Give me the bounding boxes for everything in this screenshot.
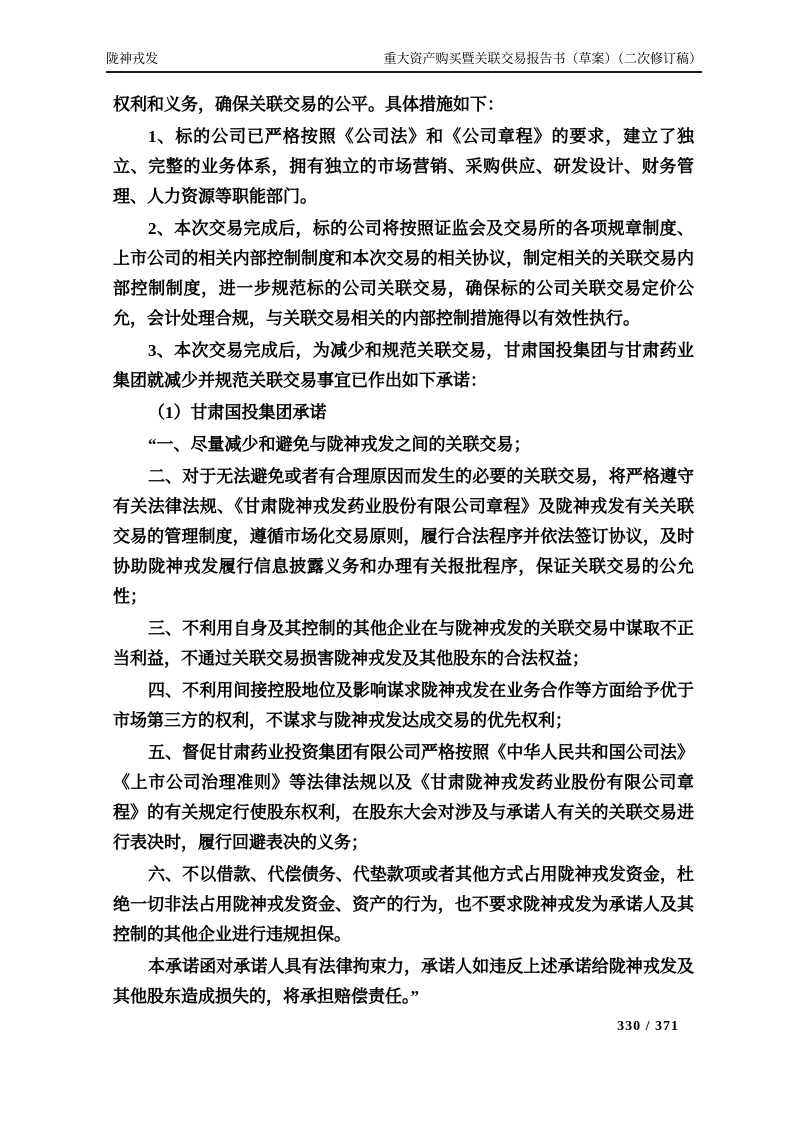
paragraph-commitment-1: “一、尽量减少和避免与陇神戎发之间的关联交易； (148, 435, 531, 454)
paragraph-commitment-5: 五、督促甘肃药业投资集团有限公司严格按照《中华人民共和国公司法》《上市公司治理准则》等法律法规以及《甘肃陇神戎发药业股份有限公司章程》的有关规定行使股东权利，在股东大会对涉及与承诺人有关的关联交易进行表决时，履行回避表决的义务； (113, 743, 694, 852)
header-report-title: 重大资产购买暨关联交易报告书（草案）（二次修订稿） (383, 51, 702, 66)
paragraph-measure-1: 1、标的公司已严格按照《公司法》和《公司章程》的要求，建立了独立、完整的业务体系，拥有独立的市场营销、采购供应、研发设计、财务管理、人力资源等职能部门。 (113, 127, 694, 206)
paragraph-commitment-2: 二、对于无法避免或者有合理原因而发生的必要的关联交易，将严格遵守有关法律法规、《甘肃陇神戎发药业股份有限公司章程》及陇神戎发有关关联交易的管理制度，遵循市场化交易原则，履行合法程序并依法签订协议，及时协助陇神戎发履行信息披露义务和办理有关报批程序，保证关联交易的公允性； (113, 467, 694, 606)
paragraph-measure-3: 3、本次交易完成后，为减少和规范关联交易，甘肃国投集团与甘肃药业集团就减少并规范关联交易事宜已作出如下承诺： (113, 341, 694, 390)
header-company-name: 陇神戎发 (106, 51, 159, 66)
paragraph-commitment-4: 四、不利用间接控股地位及影响谋求陇神戎发在业务合作等方面给予优于市场第三方的权利，不谋求与陇神戎发达成交易的优先权利； (113, 681, 694, 730)
heading-gansu-guotou-commitment: （1）甘肃国投集团承诺 (148, 403, 327, 422)
page-number: 330 / 371 (617, 1019, 679, 1034)
paragraph-intro-continuation: 权利和义务，确保关联交易的公平。具体措施如下： (113, 95, 504, 114)
paragraph-commitment-6: 六、不以借款、代偿债务、代垫款项或者其他方式占用陇神戎发资金，杜绝一切非法占用陇神戎发资金、资产的行为，也不要求陇神戎发为承诺人及其控制的其他企业进行违规担保。 (113, 865, 694, 944)
paragraph-commitment-closing: 本承诺函对承诺人具有法律拘束力，承诺人如违反上述承诺给陇神戎发及其他股东造成损失的，将承担赔偿责任。” (113, 957, 694, 1006)
paragraph-measure-2: 2、本次交易完成后，标的公司将按照证监会及交易所的各项规章制度、上市公司的相关内部控制制度和本次交易的相关协议，制定相关的关联交易内部控制制度，进一步规范标的公司关联交易，确保标的公司关联交易定价公允，会计处理合规，与关联交易相关的内部控制措施得以有效性执行。 (113, 219, 694, 328)
page-header (106, 50, 702, 73)
paragraph-commitment-3: 三、不利用自身及其控制的其他企业在与陇神戎发的关联交易中谋取不正当利益，不通过关联交易损害陇神戎发及其他股东的合法权益； (113, 619, 694, 668)
document-body (113, 90, 694, 1014)
